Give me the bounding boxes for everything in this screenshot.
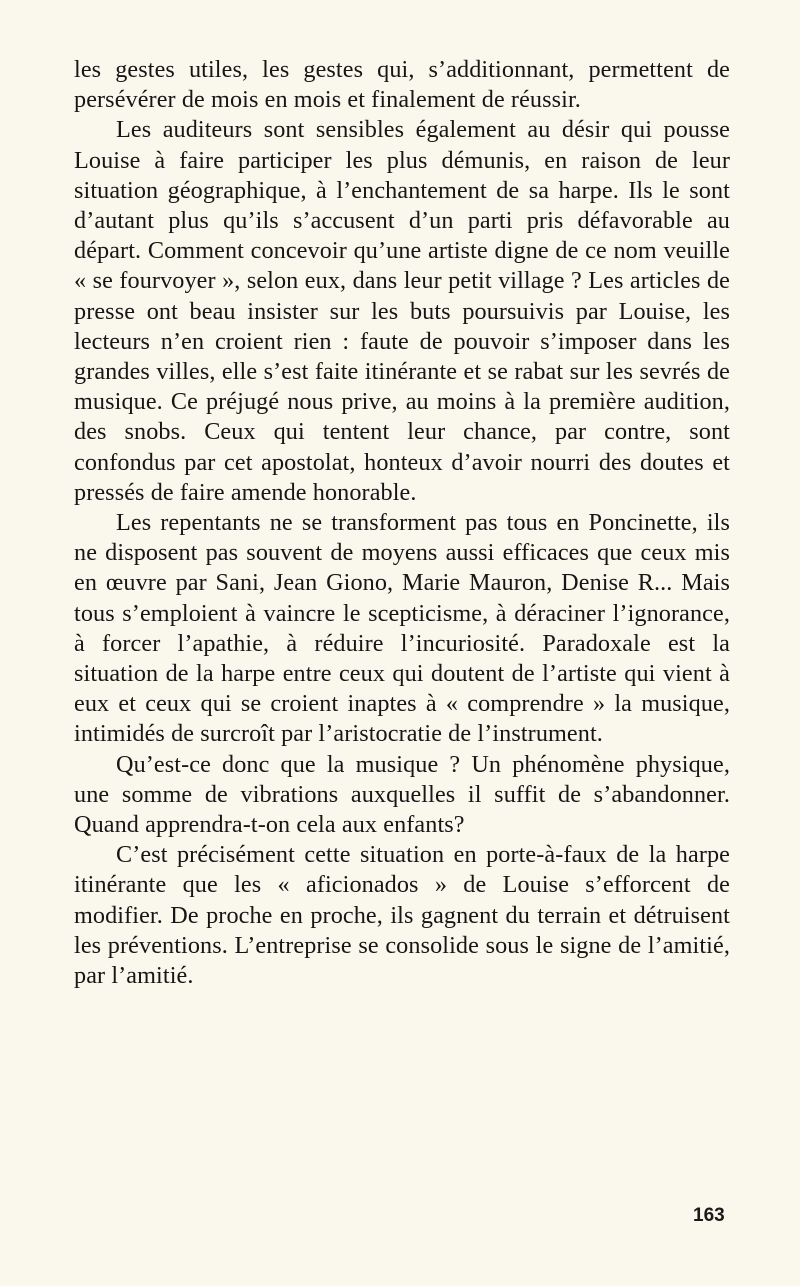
paragraph-3: Les repentants ne se transforment pas tous en Poncinette, ils ne disposent pas souvent de moyens aussi efficaces que ceux mis en œuvre par Sani, Jean Giono, Marie Mauron, Denise R... Mais tous s’emploient à vaincre le scepticisme, à déraciner l’ignorance, à forcer l’apathie, à réduire l’incuriosité. Paradoxale est la situation de la harpe entre ceux qui doutent de l’artiste qui vient à eux et ceux qui se croient inaptes à « comprendre » la musique, intimidés de surcroît par l’aristocratie de l’instrument. <box>74 509 730 748</box>
paragraph-2: Les auditeurs sont sensibles également au désir qui pousse Louise à faire participer les plus démunis, en raison de leur situation géographique, à l’enchantement de sa harpe. Ils le sont d’autant plus qu’ils s’accusent d’un parti pris défavorable au départ. Comment concevoir qu’une artiste digne de ce nom veuille « se fourvoyer », selon eux, dans leur petit village ? Les articles de presse ont beau insister sur les buts poursuivis par Louise, les lecteurs n’en croient rien : faute de pouvoir s’imposer dans les grandes villes, elle s’est faite itinérante et se rabat sur les sevrés de musique. Ce préjugé nous prive, au moins à la première audition, des snobs. Ceux qui tentent leur chance, par contre, sont confondus par cet apostolat, honteux d’avoir nourri des doutes et pressés de faire amende honorable. <box>74 116 730 506</box>
paragraph-5: C’est précisément cette situation en porte-à-faux de la harpe itinérante que les « aficionados » de Louise s’efforcent de modifier. De proche en proche, ils gagnent du terrain et détruisent les préventions. L’entreprise se consolide sous le signe de l’amitié, par l’amitié. <box>74 841 730 990</box>
page-number: 163 <box>693 1205 725 1226</box>
paragraph-4: Qu’est-ce donc que la musique ? Un phénomène physique, une somme de vibrations auxquelles il suffit de s’abandonner. Quand apprendra-t-on cela aux enfants? <box>74 750 730 839</box>
paragraph-1: les gestes utiles, les gestes qui, s’additionnant, permettent de persévérer de mois en mois et finalement de réussir. <box>74 56 730 114</box>
page-body <box>74 55 730 991</box>
